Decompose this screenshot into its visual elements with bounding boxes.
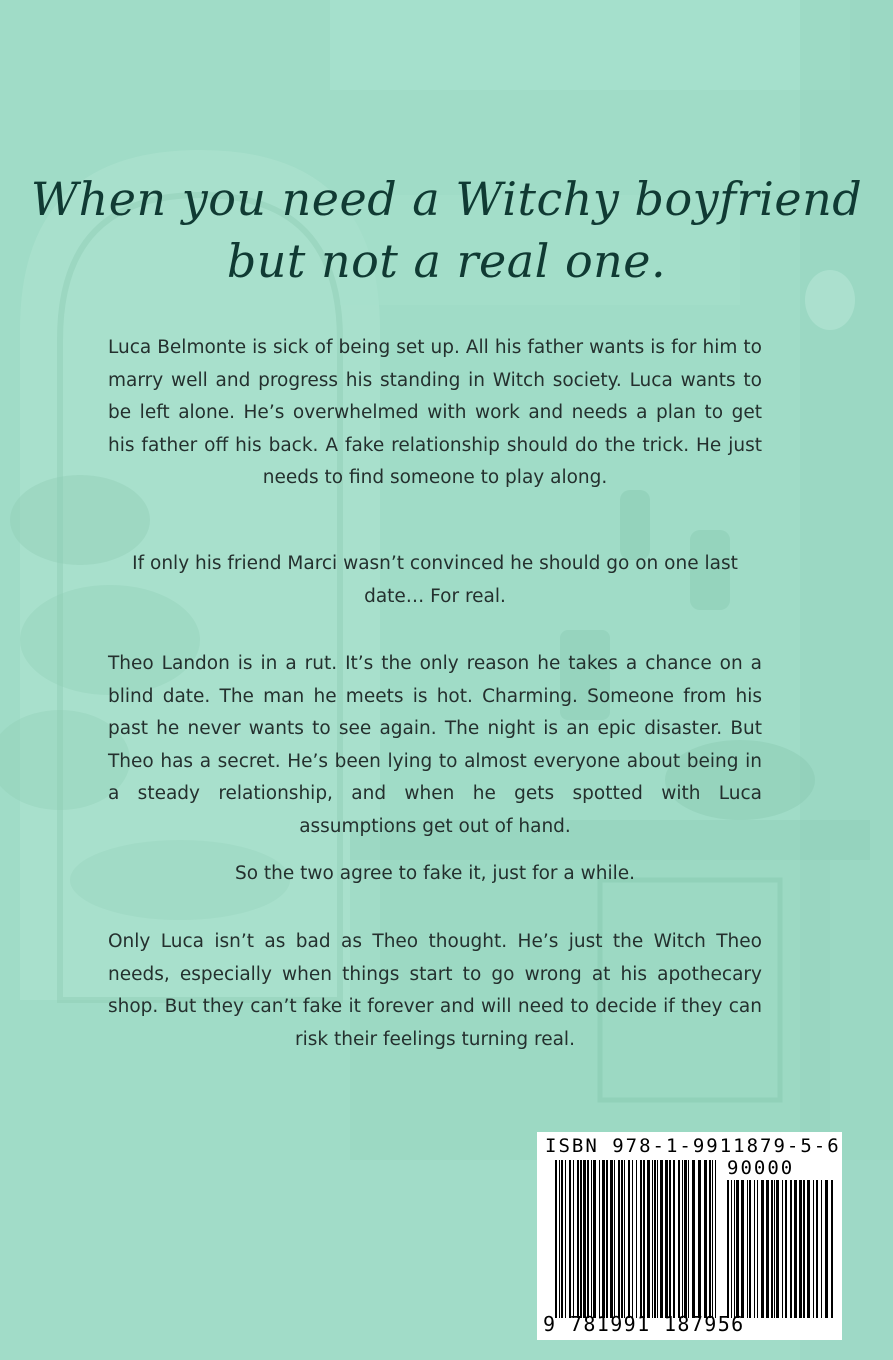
blurb-paragraph-3: Theo Landon is in a rut. It’s the only reason he takes a chance on a blind date. The man he meets is hot. Charming. Someone from his past he never wants to see again. The night is an epic disaster. But Theo has a secret. He’s been lying to almost everyone about being in a steady relationship, and when he gets spotted with Luca assumptions get out of hand. [108, 653, 762, 837]
isbn-barcode [537, 1132, 842, 1340]
blurb-paragraph-1: Luca Belmonte is sick of being set up. All his father wants is for him to marry well and progress his standing in Witch society. Luca wants to be left alone. He’s overwhelmed with work and needs a plan to get his father off his back. A fake relationship should do the trick. He just needs to find someone to play along. [108, 337, 762, 488]
blurb-paragraph-5: Only Luca isn’t as bad as Theo thought. He’s just the Witch Theo needs, especially when things start to go wrong at his apothecary shop. But they can’t fake it forever and will need to decide if they can risk their feelings turning real. [108, 931, 762, 1050]
ean-digits: 9 781991 187956 [543, 1312, 745, 1336]
blurb-paragraph-4: So the two agree to fake it, just for a while. [234, 863, 636, 884]
headline-line-1: When you need a Witchy boyfriend [30, 172, 863, 226]
price-addon-digits: 90000 [727, 1157, 795, 1179]
isbn-label: ISBN 978-1-9911879-5-6 [545, 1135, 841, 1157]
addon-barcode-bars [727, 1180, 835, 1318]
headline-line-2: but not a real one. [226, 234, 667, 288]
ean-barcode-bars [555, 1160, 717, 1318]
blurb-paragraph-2: If only his friend Marci wasn’t convinced he should go on one last date… For real. [132, 553, 738, 607]
